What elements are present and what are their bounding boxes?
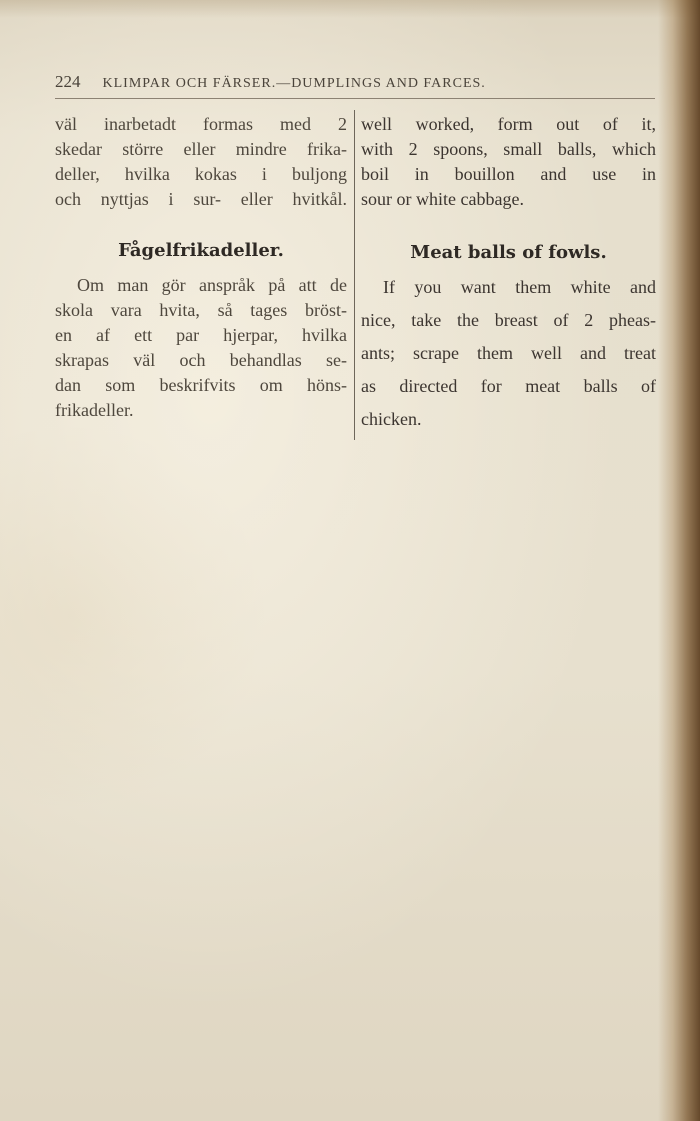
text-line: Om man gör anspråk på att de <box>77 275 347 295</box>
text-line: väl inarbetadt formas med 2 <box>55 114 347 134</box>
text-line: chicken. <box>361 409 422 429</box>
header-rule <box>55 98 655 99</box>
column-divider <box>354 110 355 440</box>
running-title: KLIMPAR OCH FÄRSER.—DUMPLINGS AND FARCES. <box>102 76 486 91</box>
english-recipe-paragraph <box>361 271 656 436</box>
text-line: skrapas väl och behandlas se- <box>55 350 347 370</box>
text-line: If you want them white and <box>383 277 656 297</box>
english-recipe-heading: Meat balls of fowls. <box>410 242 607 263</box>
text-line: skola vara hvita, så tages bröst- <box>55 300 347 320</box>
text-line: with 2 spoons, small balls, which <box>361 139 656 159</box>
english-column <box>361 112 656 436</box>
text-line: nice, take the breast of 2 pheas- <box>361 310 656 330</box>
page-number: 224 <box>55 72 81 91</box>
swedish-recipe-heading: Fågelfrikadeller. <box>118 240 284 261</box>
page-spine-edge <box>658 0 700 1121</box>
text-line: as directed for meat balls of <box>361 376 656 396</box>
text-line: en af ett par hjerpar, hvilka <box>55 325 347 345</box>
running-header <box>55 72 655 96</box>
swedish-recipe-paragraph <box>55 273 347 423</box>
text-line: ants; scrape them well and treat <box>361 343 656 363</box>
text-line: frikadeller. <box>55 400 134 420</box>
text-line: well worked, form out of it, <box>361 114 656 134</box>
text-line: boil in bouillon and use in <box>361 164 656 184</box>
swedish-continuation-paragraph <box>55 112 347 212</box>
text-line: dan som beskrifvits om höns- <box>55 375 347 395</box>
text-line: och nyttjas i sur- eller hvitkål. <box>55 189 347 209</box>
page-top-shadow <box>0 0 700 18</box>
text-line: deller, hvilka kokas i buljong <box>55 164 347 184</box>
swedish-column <box>55 112 347 423</box>
english-continuation-paragraph <box>361 112 656 212</box>
text-line: skedar större eller mindre frika- <box>55 139 347 159</box>
text-line: sour or white cabbage. <box>361 189 524 209</box>
